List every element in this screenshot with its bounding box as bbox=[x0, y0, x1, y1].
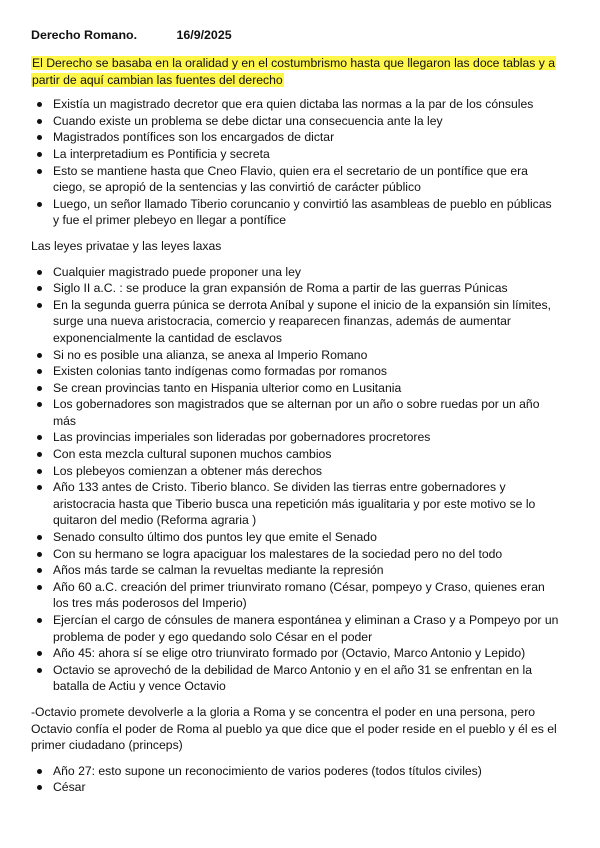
list-item: Cuando existe un problema se debe dictar una consecuencia ante la ley bbox=[31, 113, 560, 130]
paragraph-leyes: Las leyes privatae y las leyes laxas bbox=[31, 238, 222, 253]
list-item: Octavio se aprovechó de la debilidad de Marco Antonio y en el año 31 se enfrentan en la batalla de Actiu y vence Octavio bbox=[31, 662, 560, 695]
document-header bbox=[31, 27, 560, 44]
list-item: Año 60 a.C. creación del primer triunvirato romano (César, pompeyo y Craso, quienes eran los tres más poderosos del Imperio) bbox=[31, 579, 560, 612]
list-item: Senado consulto último dos puntos ley que emite el Senado bbox=[31, 529, 560, 546]
list-item: Siglo II a.C. : se produce la gran expansión de Roma a partir de las guerras Púnicas bbox=[31, 280, 560, 297]
bullet-list-2 bbox=[31, 264, 560, 695]
list-item: Si no es posible una alianza, se anexa al Imperio Romano bbox=[31, 347, 560, 364]
list-item: Las provincias imperiales son lideradas por gobernadores procretores bbox=[31, 429, 560, 446]
list-item: Año 27: esto supone un reconocimiento de varios poderes (todos títulos civiles) bbox=[31, 763, 560, 780]
list-item: Magistrados pontífices son los encargados de dictar bbox=[31, 129, 560, 146]
list-item: Años más tarde se calman la revueltas mediante la represión bbox=[31, 562, 560, 579]
list-item: Año 133 antes de Cristo. Tiberio blanco. Se dividen las tierras entre gobernadores y aristocracia hasta que Tiberio busca una repetición más igualitaria y por este motivo se lo quitaron del medio (Reforma agraria ) bbox=[31, 479, 560, 529]
bullet-list-3 bbox=[31, 763, 560, 796]
list-item: Con su hermano se logra apaciguar los malestares de la sociedad pero no del todo bbox=[31, 546, 560, 563]
bullet-list-1 bbox=[31, 96, 560, 229]
document-title: Derecho Romano. bbox=[31, 28, 138, 42]
list-item: César bbox=[31, 779, 560, 796]
document-date: 16/9/2025 bbox=[176, 28, 232, 42]
highlighted-text: El Derecho se basaba en la oralidad y en el costumbrismo hasta que llegaron las doce tablas y a partir de aquí cambian las fuentes del derecho bbox=[32, 56, 556, 87]
list-item: Se crean provincias tanto en Hispania ulterior como en Lusitania bbox=[31, 380, 560, 397]
list-item: Los plebeyos comienzan a obtener más derechos bbox=[31, 463, 560, 480]
list-item: Con esta mezcla cultural suponen muchos cambios bbox=[31, 446, 560, 463]
list-item: Existía un magistrado decretor que era quien dictaba las normas a la par de los cónsules bbox=[31, 96, 560, 113]
list-item: En la segunda guerra púnica se derrota Aníbal y supone el inicio de la expansión sin límites, surge una nueva aristocracia, comercio y reaparecen finanzas, además de aumentar exponencialmente la cantidad de esclavos bbox=[31, 297, 560, 347]
list-item: La interpretadium es Pontificia y secreta bbox=[31, 146, 560, 163]
list-item: Ejercían el cargo de cónsules de manera espontánea y eliminan a Craso y a Pompeyo por un problema de poder y ego quedando solo César en el poder bbox=[31, 612, 560, 645]
highlighted-paragraph bbox=[31, 55, 560, 88]
list-item: Existen colonias tanto indígenas como formadas por romanos bbox=[31, 363, 560, 380]
list-item: Los gobernadores son magistrados que se alternan por un año o sobre ruedas por un año más bbox=[31, 396, 560, 429]
list-item: Cualquier magistrado puede proponer una ley bbox=[31, 264, 560, 281]
list-item: Luego, un señor llamado Tiberio coruncanio y convirtió las asambleas de pueblo en públicas y fue el primer plebeyo en llegar a pontífice bbox=[31, 196, 560, 229]
list-item: Esto se mantiene hasta que Cneo Flavio, quien era el secretario de un pontífice que era ciego, se apropió de la sentencias y las convirtió de carácter público bbox=[31, 163, 560, 196]
list-item: Año 45: ahora sí se elige otro triunvirato formado por (Octavio, Marco Antonio y Lepido) bbox=[31, 645, 560, 662]
paragraph-octavio: -Octavio promete devolverle a la gloria a Roma y se concentra el poder en una persona, pero Octavio confía el poder de Roma al pueblo ya que dice que el poder reside en el pueblo y él es el primer ciudadano (princeps) bbox=[31, 704, 557, 753]
